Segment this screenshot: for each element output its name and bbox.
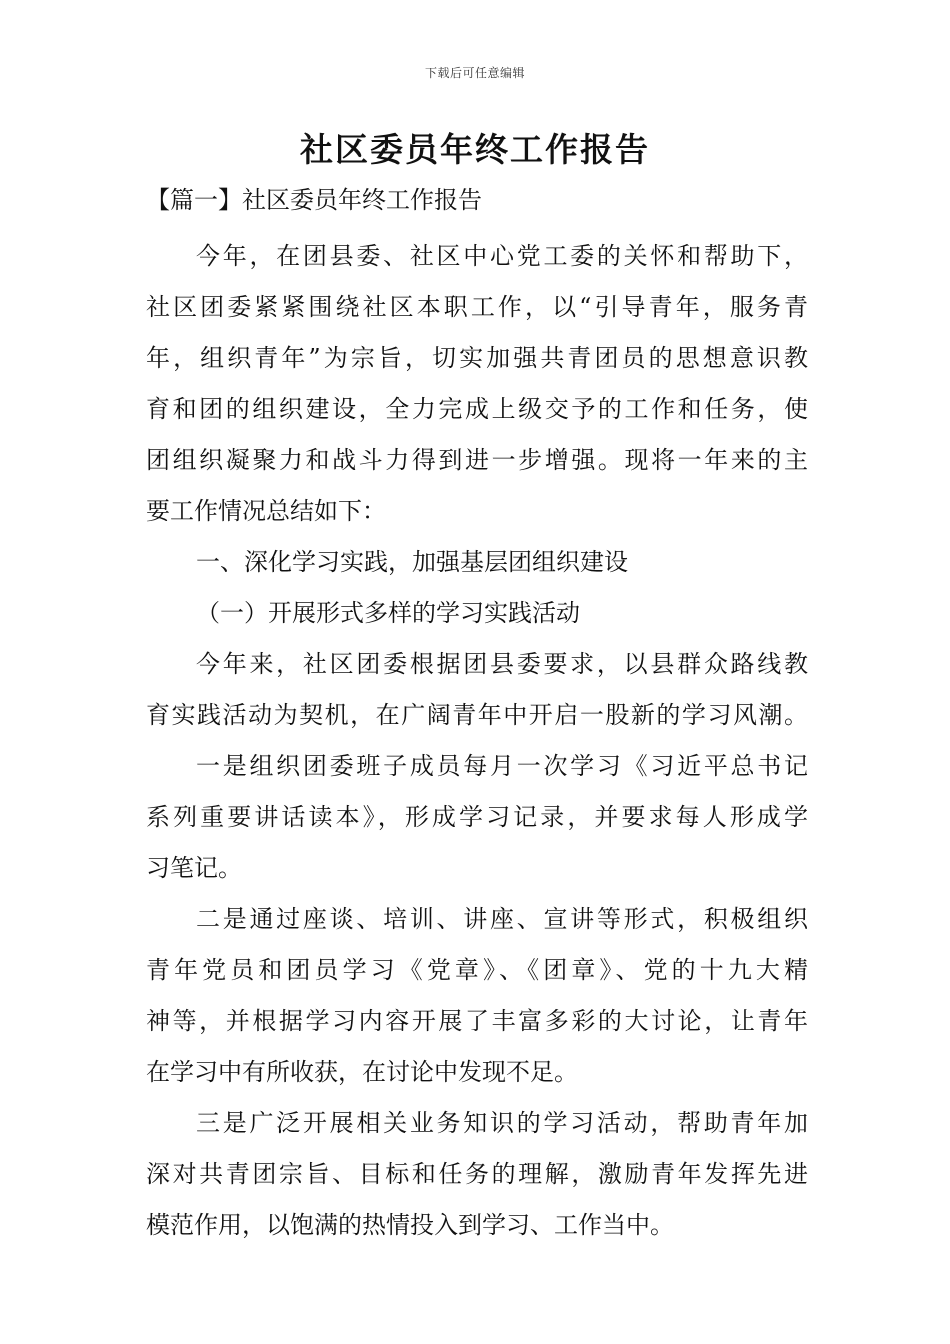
document-title: 社区委员年终工作报告: [300, 130, 650, 169]
paragraph-line: 习笔记。: [146, 854, 242, 882]
paragraph-study-overview: [146, 639, 808, 741]
paragraph-point-three: [146, 1098, 808, 1251]
paragraph-line: 系列重要讲话读本》，形成学习记录，并要求每人形成学: [146, 803, 808, 831]
subsection-heading: （一）开展形式多样的学习实践活动: [196, 599, 580, 627]
paragraph-line: 今年，在团县委、社区中心党工委的关怀和帮助下，: [196, 242, 808, 270]
paragraph-line: 在学习中有所收获，在讨论中发现不足。: [146, 1058, 578, 1086]
paragraph-line: 一是组织团委班子成员每月一次学习《习近平总书记: [196, 752, 808, 780]
paragraph-line: 今年来，社区团委根据团县委要求，以县群众路线教: [196, 650, 808, 678]
document-body: [146, 178, 808, 1251]
paragraph-intro: [146, 231, 808, 537]
section-heading: 一、深化学习实践，加强基层团组织建设: [196, 548, 628, 576]
paragraph-line: 青年党员和团员学习《党章》、《团章》、党的十九大精: [146, 956, 808, 984]
paragraph-line: 年，组织青年”为宗旨，切实加强共青团员的思想意识教: [146, 344, 808, 372]
paragraph-line: 要工作情况总结如下：: [146, 497, 386, 525]
paragraph-line: 团组织凝聚力和战斗力得到进一步增强。现将一年来的主: [146, 446, 808, 474]
page-header-note: 下载后可任意编辑: [424, 66, 525, 80]
paragraph-line: 育和团的组织建设，全力完成上级交予的工作和任务，使: [146, 395, 808, 423]
paragraph-point-one: [146, 741, 808, 894]
paragraph-line: 深对共青团宗旨、目标和任务的理解，激励青年发挥先进: [146, 1160, 808, 1188]
paragraph-line: 社区团委紧紧围绕社区本职工作，以“引导青年，服务青: [146, 293, 808, 321]
paragraph-line: 二是通过座谈、培训、讲座、宣讲等形式，积极组织: [196, 905, 808, 933]
paragraph-point-two: [146, 894, 808, 1098]
paragraph-line: 神等，并根据学习内容开展了丰富多彩的大讨论，让青年: [146, 1007, 808, 1035]
paragraph-line: 育实践活动为契机，在广阔青年中开启一股新的学习风潮。: [146, 701, 808, 729]
paragraph-line: 三是广泛开展相关业务知识的学习活动，帮助青年加: [196, 1109, 808, 1137]
paragraph-line: 模范作用，以饱满的热情投入到学习、工作当中。: [146, 1211, 674, 1239]
section-marker: 【篇一】社区委员年终工作报告: [146, 186, 482, 214]
